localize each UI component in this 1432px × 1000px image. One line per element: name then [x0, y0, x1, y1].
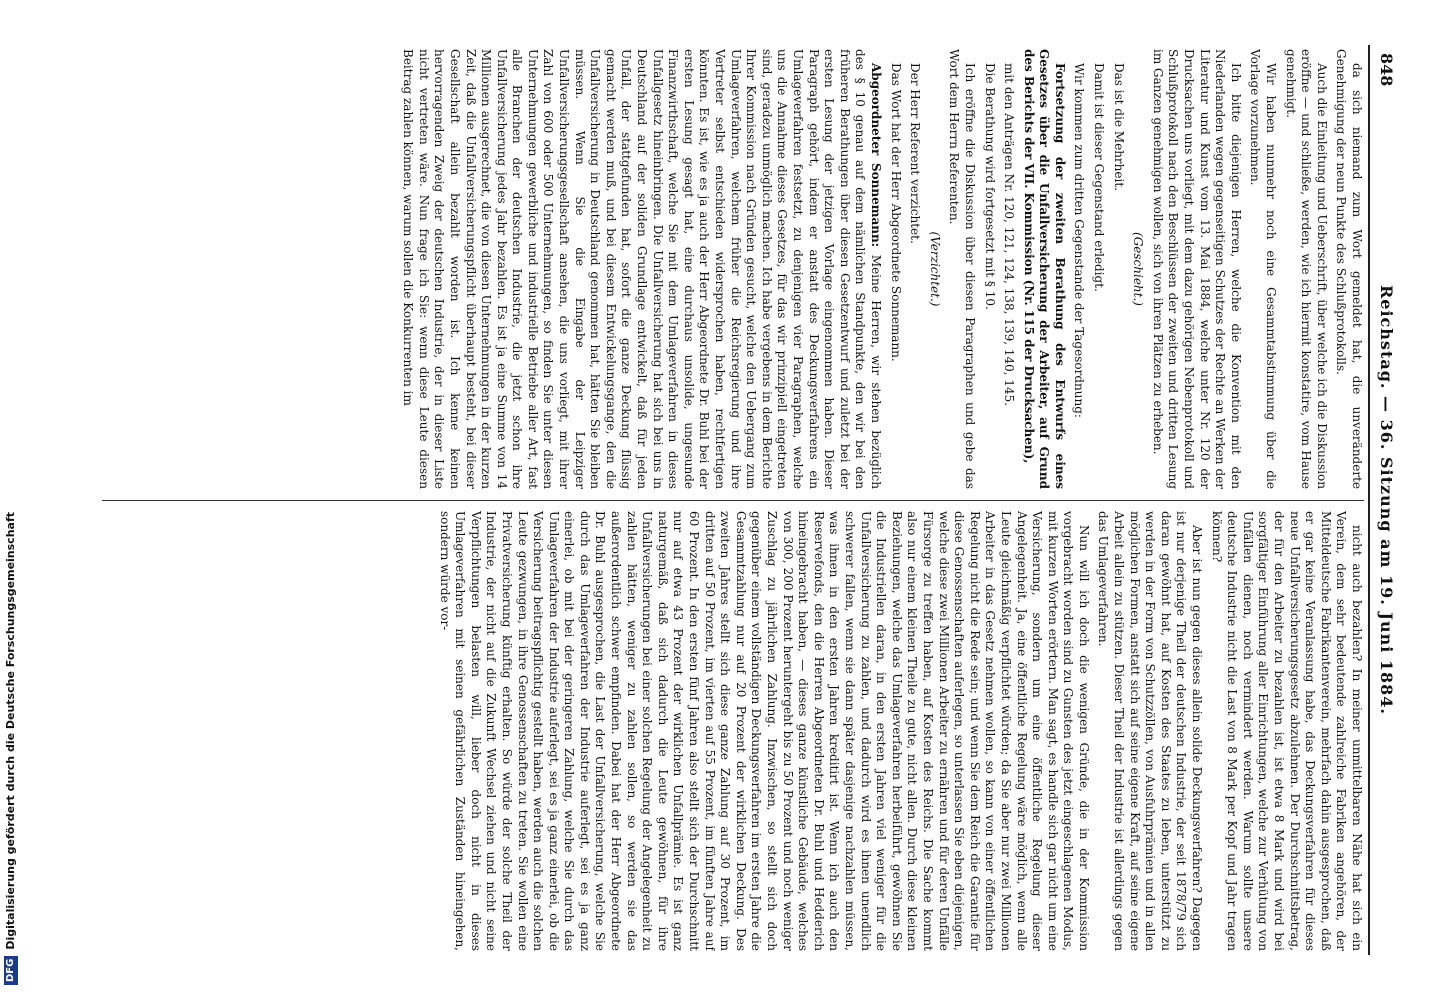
paragraph: Wir haben nunmehr noch eine Gesammtabstimmung über die Vorlage vorzunehmen. [1248, 49, 1279, 489]
paragraph: da sich niemand zum Wort gemeldet hat, die unveränderte Genehmigung der neun Punkte des Schlußprotokolls. [1334, 49, 1364, 489]
stage-direction: (Verzichtet.) [927, 231, 942, 307]
paragraph: Das ist die Mehrheit. [1111, 63, 1126, 191]
credit-line [4, 512, 18, 985]
speech-text: Meine Herren, wir stehen bezüglich des § 10 genau auf dem nämlichen Standpunkte, den wir bei den früheren Berathungen über diesen Gesetzentwurf und zuletzt bei der ersten Lesung der jetzigen Vorlage eingenommen haben. Dieser Paragraph gehört, indem er anstatt des Deckungsverfahrens ein Umlageverfahren festsetzt, zu denjenigen vier Paragraphen, welche uns die Annahme dieses Gesetzes, für das wir prinzipiell eingetreten sind, geradezu unmöglich machen. Ich habe vergebens in dem Berichte Ihrer Kommission nach Gründen gesucht, welche den Uebergang zum Umlageverfahren, welchem früher die Reichsregierung und ihre Vertreter selbst entschieden widersprochen haben, rechtfertigen könnten. Es ist, wie es ja auch der Herr Abgeordnete Dr. Buhl bei der ersten Lesung gesagt hat, eine durchaus unsolide, ungesunde Finanzwirthschaft, welche Sie mit dem Umlageverfahren in dieses Unfallgesetz hineinbringen. Die Unfallversicherung hat sich bei uns in Deutschland auf der soliden Grundlage entwickelt, daß für jeden Unfall, der stattgefunden hat, sofort die ganze Deckung flüssig gemacht werden muß, und bei diesem Entwickelungsgange, den die Unfallversicherung in Deutschland genommen hat, hätten Sie bleiben müssen. Wenn Sie die Eingabe der Leipziger Unfallversicherungsgesellschaft ansehen, die uns vorliegt, mit ihrer Zahl von 600 oder 500 Unternehmungen, so finden Sie unter diesen Unternehmungen gewerbliche und industrielle Betriebe aller Art, fast alle Branchen der deutschen Industrie, die jetzt schon ihre Unfallversicherung jedes Jahr bezahlen. Es ist ja eine Summe von 14 Millionen ausgerechnet, die von diesen Unternehmungen in der kurzen Zeit, daß die Unfallversicherungspflicht überhaupt besteht, bei dieser Gesellschaft allein bezahlt worden ist. Ich kenne keinen hervorragenden Zweig der deutschen Industrie, der in dieser Liste nicht vertreten wäre. Nun frage ich Sie: wenn diese Leute diesen Beitrag zahlen können, warum sollen die Konkurrenten im [401, 49, 883, 489]
paragraph: Nun will ich doch die wenigen Gründe, die in der Kommission vorgebracht worden sind zu Gunsten des jetzt eingeschlagenen Modus, mit kurzen Worten erörtern. Man sagt, es handle sich gar nicht um eine Versicherung, sondern um eine öffentliche Regelung dieser Angelegenheit. Ja, eine öffentliche Regelung wäre möglich, wenn alle Leute gleichmäßig verpflichtet würden; da Sie aber nur zwei Millionen Arbeiter in das Gesetz nehmen wollen, so kann von einer öffentlichen Regelung nicht die Rede sein; und wenn Sie dem Reich die Garantie für diese Genossenschaften auferlegen, so unterlassen Sie eben diejenigen, welche diese zwei Millionen Arbeiter zu ernähren und für deren Unfälle Fürsorge zu treffen haben, auf Kosten des Reichs. Die Sache kommt also nur einem kleinen Theile zu gute, nicht allen. Durch diese kleinen Beziehungen, welche das Umlageverfahren herbeiführt, gewöhnen Sie die Industriellen daran, in den ersten Jahren viel weniger für die Unfallversicherung zu zahlen, und dadurch wird es ihnen unendlich schwerer fallen, wenn sie dann später dasjenige nachzahlen müssen, was ihnen in den ersten Jahren kreditirt ist. Wenn ich auch den Reservefonds, den die Herren Abgeordneten Dr. Buhl und Hedderich hineingebracht haben, — dieses ganze künstliche Gebäude, welches von 300, 200 Prozent heruntergeht bis zu 50 Prozent und noch weniger Zuschlag zu jährlichen Zahlung. Inzwischen, so stellt sich doch gegenüber einem vollständigen Deckungsverfahren im ersten Jahre die Gesammtzahlung nur auf 20 Prozent der wirklichen Deckung. Des zweiten Jahres stellt sich diese ganze Zahlung auf 30 Prozent, im dritten auf 50 Prozent, im vierten auf 55 Prozent, im fünften Jahre auf 60 Prozent. In den ersten fünf Jahren also stellt sich der Durchschnitt nur auf etwa 43 Prozent der wirklichen Unfallprämie. Es ist ganz naturgemäß, daß sich dadurch die Leute gewöhnen, für ihre Unfallversicherungen bei einer solchen Regelung der Angelegenheit zu zahlen hätten, weniger zu zahlen sollen, so werden sie das außerordentlich schwer empfinden. Dabei hat der Herr Abgeordnete Dr. Buhl ausgesprochen, die Last der Unfallversicherung, welche Sie durch das Umlageverfahren der Industrie auferlegt, sei es ja ganz einerlei, ob mit bei der geringeren Zahlung, welche Sie durch das Umlageverfahren der Industrie auferlegt, sei es ja ganz einerlei, ob die Versicherung beitragspflichtig gestellt haben, werden auch die solchen Leute gezwungen, in ihre Genossenschaften zu treten. Sie wollen eine Privatversicherung künftig erhalten. So würde der solche Theil der Industrie, der nicht auf die Zukunft Wechsel ziehen und nicht seine Verpflichtungen belasten will, lieber doch nicht in dieses Umlageverfahren mit seinen gefährlichen Zuständen hineingehen, sondern würde vor- [437, 511, 1091, 951]
scanned-sheet [90, 45, 1400, 955]
running-title: Reichstag. — 36. Sitzung am 19. Juni 1884. [1377, 285, 1396, 715]
paragraph: Das Wort hat der Herr Abgeordnete Sonnemann. [888, 63, 903, 362]
paragraph: Aber ist nun gegen dieses allein solide Deckungsverfahren? Dagegen ist nur derjenige Theil der deutschen Industrie, der seit 1878/79 sich daran gewöhnt hat, auf Kosten des Staates zu leben, unterstützt zu werden in der Form von Schutzzöllen, von Ausfuhrprämien und in allen möglichen Formen, anstatt sich auf seine eigene Kraft, auf seine eigene Arbeit allein zu stützen. Dieser Theil der Industrie ist allerdings gegen das Umlageverfahren. [1096, 511, 1205, 951]
paragraph: nicht auch bezahlen? In meiner unmittelbaren Nähe hat sich ein Verein, dem sehr bedeutende zahlreiche Fabriken angehören, der Mitteldeutsche Fabrikantenverein, mehrfach dahin ausgesprochen, daß er gar keine Veranlassung habe, das Deckungsverfahren für dieses neue Unfallversicherungsgesetz abzulehnen. Der Durchschnittsbetrag, der für den Arbeiter zu bezahlen ist, ist etwa 8 Mark und wird bei sorgfältiger Einführung aller Einrichtungen, welche zur Verhütung von Unfällen dienen, noch vermindert werden. Warum sollte unsere deutsche Industrie nicht die Last von 8 Mark per Kopf und Jahr tragen können? [1209, 511, 1364, 951]
page-number: 848 [1377, 53, 1396, 87]
right-column [104, 511, 1364, 951]
text-columns [90, 45, 1364, 955]
paragraph: Auch die Einleitung und Ueberschrift, über welche ich die Diskussion eröffne — und schließe, werden, wie ich hiermit konstatire, vom Hause genehmigt. [1283, 49, 1329, 489]
credit-strip [0, 0, 30, 1000]
agenda-item: Fortsetzung der zweiten Berathung des Entwurfs eines Gesetzes über die Unfallversicherung der Arbeiter, auf Grund des Berichts der VII. Kommission (Nr. 115 der Drucksachen), [1021, 49, 1067, 489]
left-column [104, 49, 1364, 489]
paragraph: Der Herr Referent verzichtet. [908, 63, 923, 244]
stage-direction: (Geschieht.) [1131, 232, 1146, 306]
paragraph: Damit ist dieser Gegenstand erledigt. [1092, 63, 1107, 292]
column-divider [102, 500, 1364, 501]
newspaper-sheet [90, 45, 1400, 955]
speaker-name: Abgeordneter Sonnemann: [868, 63, 883, 255]
paragraph: Ich bitte diejenigen Herren, welche die Konvention mit den Niederlanden wegen gegenseitigen Schutzes der Rechte an Werken der Literatur und Kunst vom 13. Mai 1884, welche unter Nr. 120 der Drucksachen uns vorliegt, mit dem dazu gehörigen Nebenprotokoll und Schlußprotokoll nach den Beschlüssen der zweiten und dritten Lesung im Ganzen genehmigen wollen, sich von ihren Plätzen zu erheben. [1150, 49, 1243, 489]
credit-text: Digitalisierung gefördert durch die Deutsche Forschungsgemeinschaft [4, 511, 17, 950]
dfg-logo: DFG [4, 956, 18, 985]
page-header [1368, 45, 1400, 955]
paragraph: Wir kommen zum dritten Gegenstande der Tagesordnung: [1072, 63, 1087, 418]
paragraph: mit den Anträgen Nr. 120, 121, 124, 138, 139, 140, 145. [1002, 63, 1017, 407]
speech-paragraph [400, 49, 883, 489]
paragraph: Ich eröffne die Diskussion über diesen Paragraphen und gebe das Wort dem Herrn Referenten. [947, 49, 977, 489]
paragraph: Die Berathung wird fortgesetzt mit § 10. [982, 63, 997, 310]
